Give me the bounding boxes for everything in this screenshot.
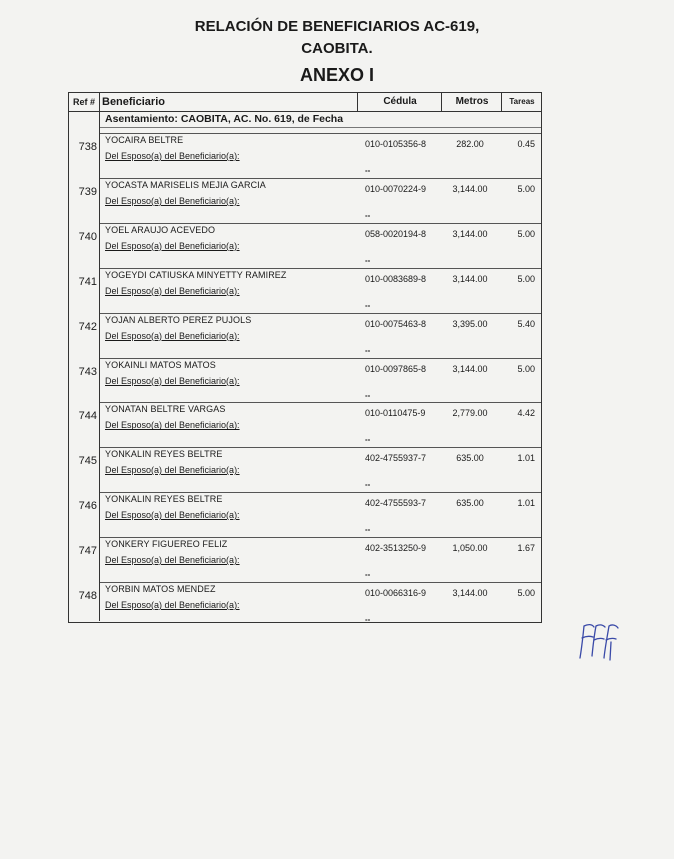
row-spouse-value: -- (365, 615, 371, 624)
row-cedula: 010-0097865-8 (365, 363, 427, 374)
row-ref: 742 (78, 320, 97, 333)
table-row (69, 178, 541, 223)
row-ref: 739 (78, 185, 97, 198)
row-spouse-value: -- (365, 570, 371, 580)
row-spouse-value: -- (365, 345, 371, 355)
row-tareas: 1.01 (517, 498, 535, 509)
row-ref: 738 (78, 141, 97, 153)
row-metros: 1,050.00 (452, 543, 488, 554)
row-metros: 3,144.00 (452, 228, 488, 239)
row-metros: 3,144.00 (452, 363, 488, 374)
header-ref: Ref # (69, 93, 100, 111)
row-beneficiary-name: YOCAIRA BELTRE (105, 135, 184, 145)
row-spouse-value: -- (365, 166, 371, 175)
row-tareas: 5.00 (517, 363, 535, 374)
row-beneficiary-name: YONATAN BELTRE VARGAS (105, 404, 226, 415)
row-metros: 3,144.00 (452, 183, 488, 194)
row-ref: 743 (78, 365, 97, 378)
row-metros: 3,395.00 (452, 318, 488, 329)
row-divider (100, 313, 541, 314)
row-beneficiary-name: YOGEYDI CATIUSKA MINYETTY RAMIREZ (105, 269, 287, 280)
signature-initials (574, 618, 620, 664)
row-beneficiary-name: YOJAN ALBERTO PEREZ PUJOLS (105, 314, 252, 325)
row-metros: 3,144.00 (452, 273, 488, 284)
row-tareas: 1.67 (517, 543, 535, 554)
row-cedula: 402-3513250-9 (365, 543, 427, 554)
row-spouse-value: -- (365, 255, 371, 265)
title-annex: ANEXO I (299, 65, 374, 85)
table-header (69, 92, 541, 112)
document-title-block (0, 18, 674, 86)
row-beneficiary-name: YOEL ARAUJO ACEVEDO (105, 224, 216, 235)
table-row (69, 447, 541, 492)
header-metros: Metros (441, 93, 502, 111)
table-row (69, 223, 541, 268)
row-cedula: 010-0083689-8 (365, 273, 427, 284)
row-tareas: 5.00 (517, 273, 535, 284)
divider (100, 127, 541, 128)
row-metros: 2,779.00 (452, 408, 488, 419)
row-cedula: 058-0020194-8 (365, 228, 427, 239)
table-row (69, 133, 541, 178)
row-cedula: 010-0070224-9 (365, 183, 427, 194)
row-spouse-value: -- (365, 480, 371, 490)
row-ref: 747 (78, 545, 97, 558)
row-spouse-label: Del Esposo(a) del Beneficiario(a): (105, 240, 240, 251)
row-beneficiary-name: YONKALIN REYES BELTRE (105, 449, 223, 460)
row-ref: 748 (78, 590, 97, 602)
row-spouse-value: -- (365, 435, 371, 445)
row-ref: 744 (78, 410, 97, 423)
title-line-2: CAOBITA. (301, 40, 373, 57)
row-divider (100, 358, 541, 359)
row-beneficiary-name: YOKAINLI MATOS MATOS (105, 359, 216, 370)
row-beneficiary-name: YONKALIN REYES BELTRE (105, 494, 223, 505)
row-spouse-label: Del Esposo(a) del Beneficiario(a): (105, 151, 240, 161)
row-tareas: 0.45 (517, 139, 535, 149)
row-divider (100, 178, 541, 179)
table-row (69, 537, 541, 582)
row-spouse-value: -- (365, 525, 371, 535)
table-row (69, 313, 541, 358)
row-spouse-label: Del Esposo(a) del Beneficiario(a): (105, 555, 240, 566)
row-tareas: 5.00 (517, 588, 535, 598)
row-tareas: 1.01 (517, 453, 535, 464)
row-divider (100, 492, 541, 493)
row-spouse-value: -- (365, 300, 371, 310)
row-metros: 282.00 (456, 139, 484, 149)
row-divider (100, 447, 541, 448)
row-tareas: 4.42 (517, 408, 535, 419)
table-row (69, 358, 541, 403)
row-divider (100, 582, 541, 583)
row-spouse-label: Del Esposo(a) del Beneficiario(a): (105, 375, 240, 386)
row-spouse-label: Del Esposo(a) del Beneficiario(a): (105, 420, 240, 431)
row-cedula: 010-0110475-9 (365, 408, 426, 419)
table-row (69, 402, 541, 447)
row-divider (100, 537, 541, 538)
row-ref: 746 (78, 500, 97, 513)
row-tareas: 5.00 (517, 183, 535, 194)
row-cedula: 010-0066316-9 (365, 588, 427, 598)
row-spouse-label: Del Esposo(a) del Beneficiario(a): (105, 195, 240, 206)
row-beneficiary-name: YOCASTA MARISELIS MEJIA GARCIA (105, 179, 266, 190)
row-spouse-label: Del Esposo(a) del Beneficiario(a): (105, 600, 240, 610)
row-divider (100, 133, 541, 134)
row-beneficiary-name: YONKERY FIGUEREO FELIZ (105, 539, 228, 550)
row-metros: 3,144.00 (452, 588, 488, 598)
row-cedula: 402-4755937-7 (365, 453, 427, 464)
row-divider (100, 223, 541, 224)
table-row (69, 268, 541, 313)
beneficiaries-table (68, 92, 542, 623)
row-divider (100, 402, 541, 403)
header-cedula: Cédula (357, 93, 442, 111)
row-spouse-label: Del Esposo(a) del Beneficiario(a): (105, 330, 240, 341)
row-ref: 745 (78, 455, 97, 468)
row-cedula: 402-4755593-7 (365, 498, 427, 509)
header-beneficiario: Beneficiario (102, 96, 165, 108)
row-spouse-value: -- (365, 390, 371, 400)
row-metros: 635.00 (456, 498, 484, 509)
table-row (69, 492, 541, 537)
asentamiento-label: Asentamiento: CAOBITA, AC. No. 619, de Fecha (105, 113, 344, 125)
row-spouse-label: Del Esposo(a) del Beneficiario(a): (105, 510, 240, 521)
row-spouse-value: -- (365, 210, 371, 220)
table-row (69, 582, 541, 627)
row-spouse-label: Del Esposo(a) del Beneficiario(a): (105, 465, 240, 476)
row-cedula: 010-0105356-8 (365, 139, 427, 149)
row-ref: 741 (78, 275, 97, 288)
row-divider (100, 268, 541, 269)
row-spouse-label: Del Esposo(a) del Beneficiario(a): (105, 285, 240, 296)
row-metros: 635.00 (456, 453, 484, 464)
row-tareas: 5.00 (517, 228, 535, 239)
row-ref: 740 (78, 230, 97, 243)
header-tareas: Tareas (501, 93, 542, 111)
title-line-1: RELACIÓN DE BENEFICIARIOS AC-619, (194, 18, 480, 35)
row-cedula: 010-0075463-8 (365, 318, 427, 329)
row-beneficiary-name: YORBIN MATOS MENDEZ (105, 584, 216, 594)
row-tareas: 5.40 (517, 318, 535, 329)
